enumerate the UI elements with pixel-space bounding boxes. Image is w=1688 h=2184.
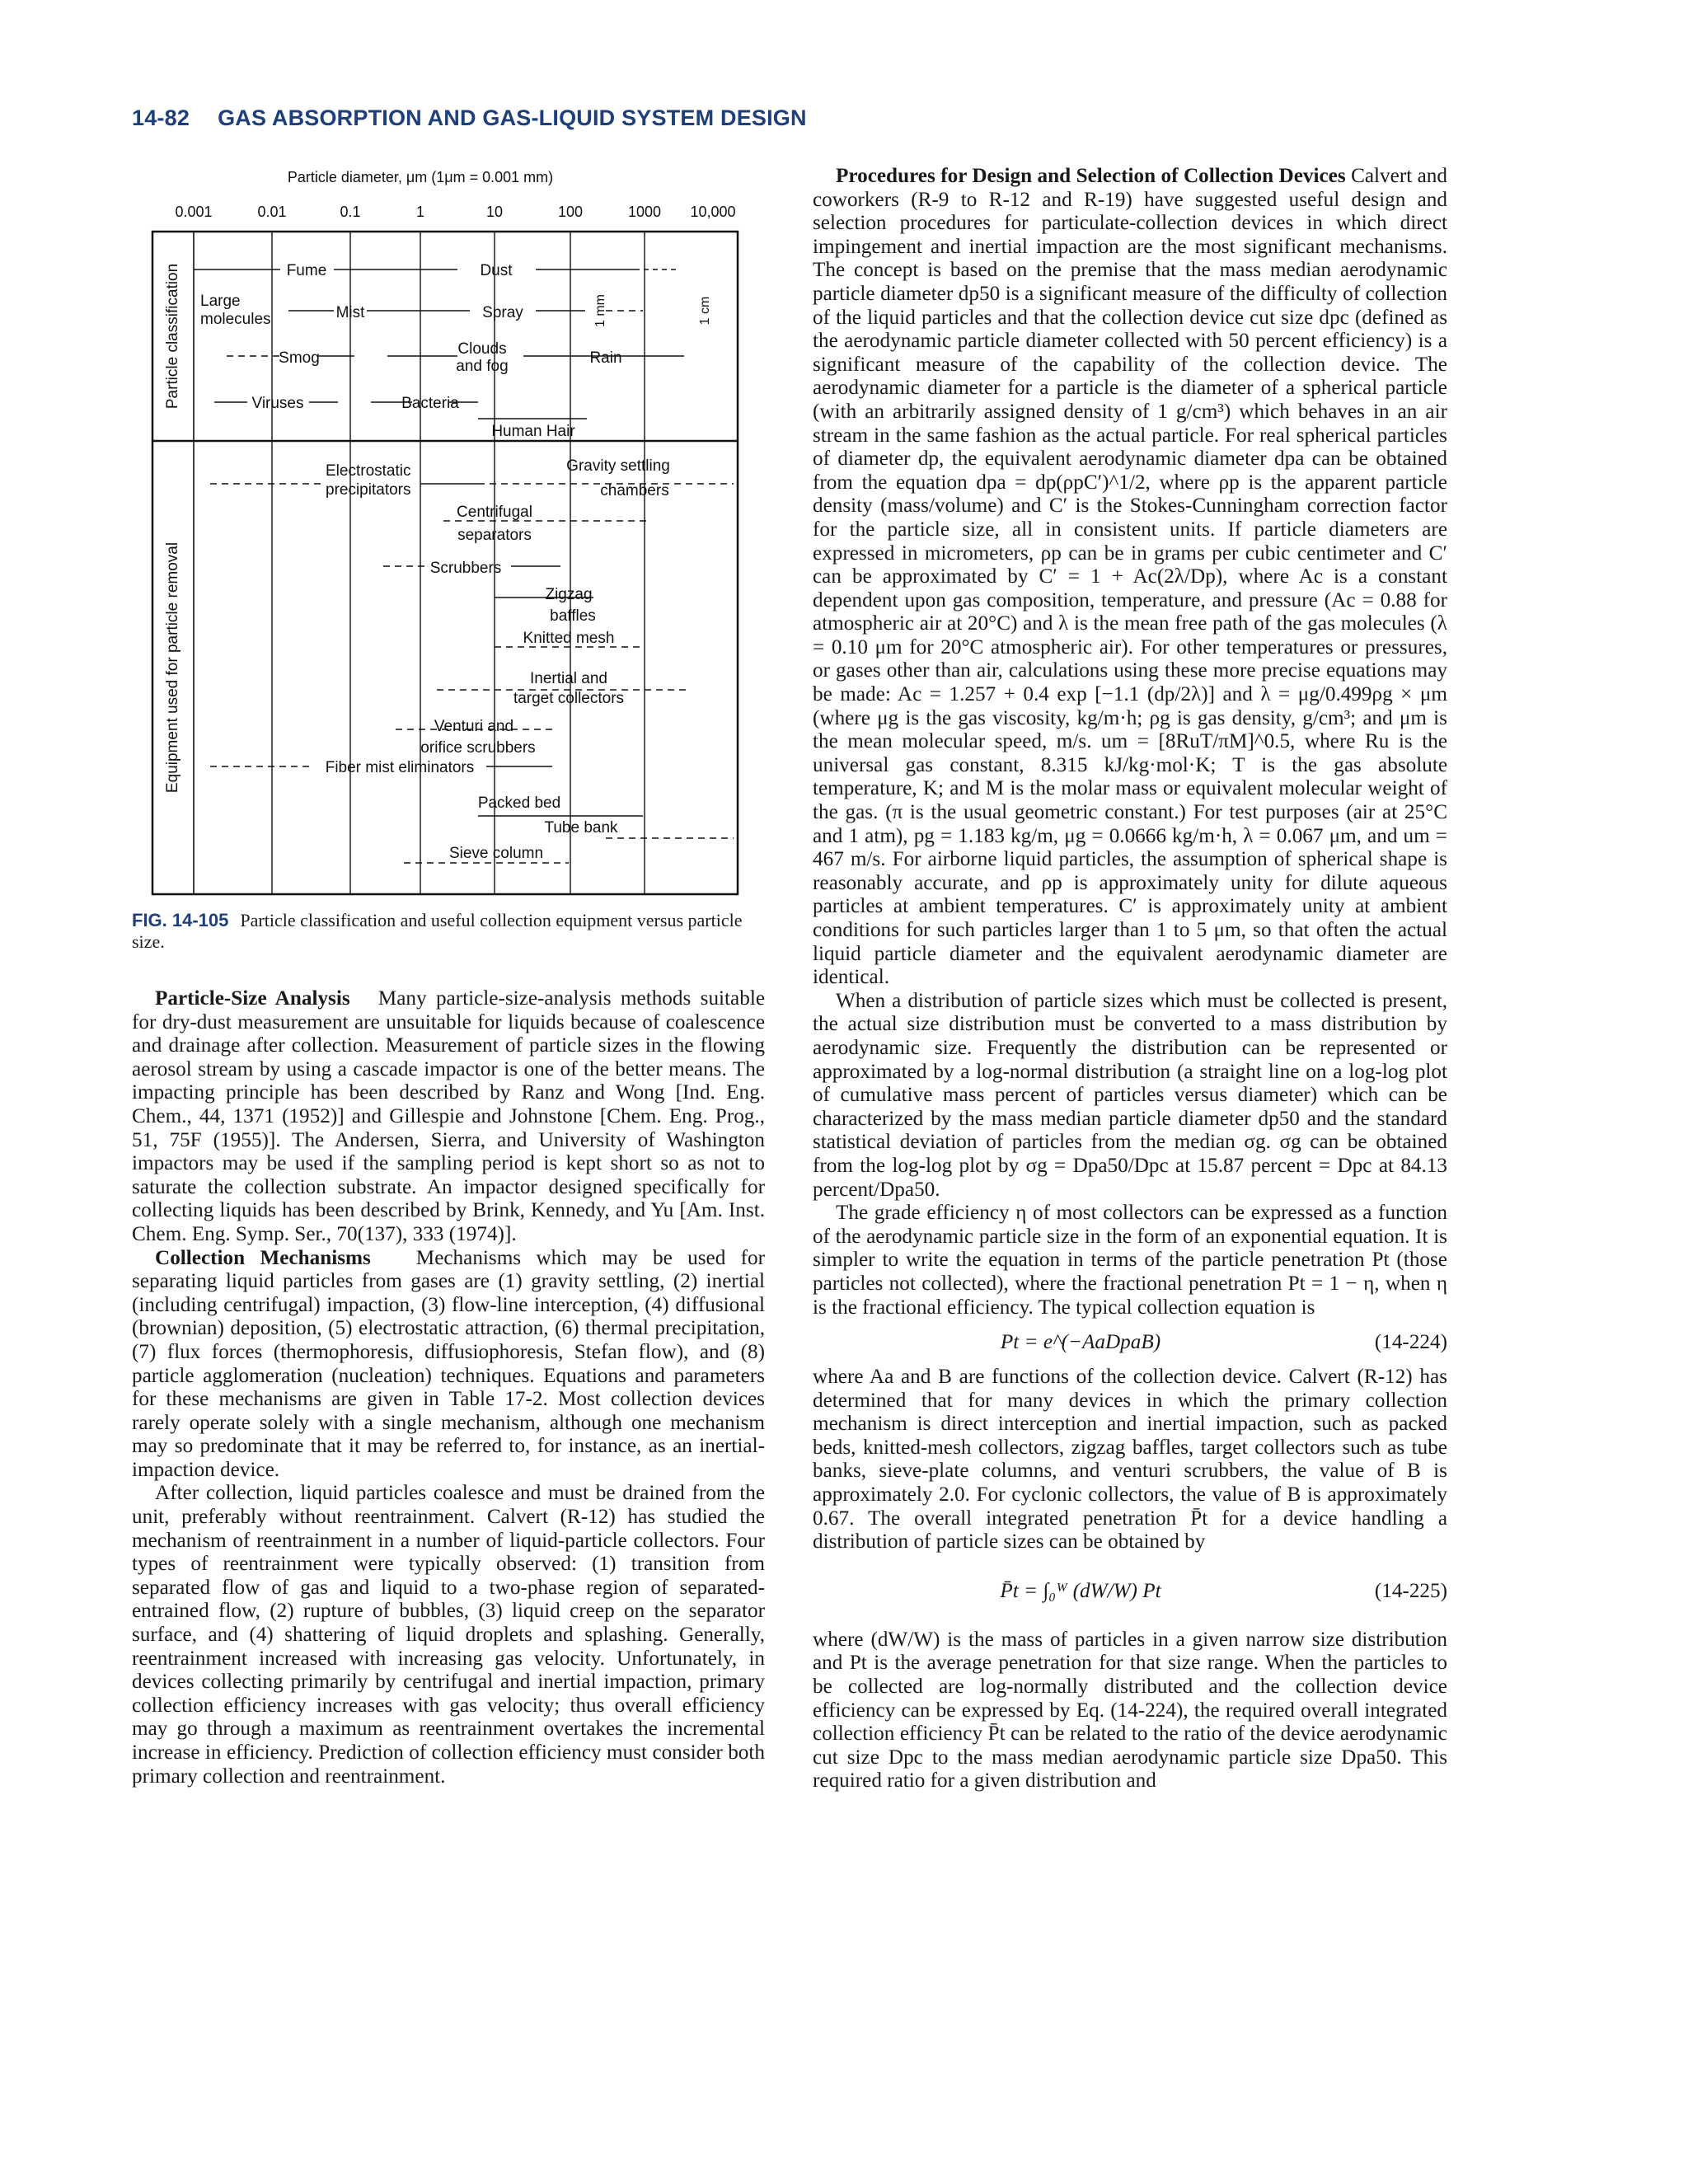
bacteria-label: Bacteria <box>401 395 459 412</box>
large-molecules-label: molecules <box>200 311 271 328</box>
figure-number: FIG. 14-105 <box>132 910 229 930</box>
particle-classification-label: Particle classification <box>164 263 181 410</box>
tick-label: 10 <box>485 204 504 220</box>
page-header <box>132 105 807 131</box>
equipment-removal-label: Equipment used for particle removal <box>164 541 181 794</box>
spray-label: Spray <box>482 304 523 321</box>
equipment-labels <box>326 457 670 862</box>
left-column <box>132 987 765 1788</box>
packed-bed-label: Packed bed <box>477 794 561 812</box>
zigzag-label: baffles <box>550 607 596 625</box>
paragraph-heading: Collection Mechanisms <box>155 1246 371 1269</box>
smog-label: Smog <box>279 349 320 367</box>
tick-label: 0.1 <box>340 204 361 220</box>
viruses-label: Viruses <box>251 395 304 412</box>
tick-label: 0.001 <box>175 204 213 220</box>
tick-label: 100 <box>557 204 584 220</box>
paragraph <box>813 165 1447 990</box>
equation-14-224 <box>813 1319 1447 1366</box>
right-column <box>813 165 1447 1793</box>
equation-14-225 <box>813 1554 1447 1629</box>
particle-class-labels <box>200 262 712 440</box>
paragraph-body: Mechanisms which may be used for separating liquid particles from gases are (1) gravity settling, (2) inertial (including centrifugal) impaction, (3) flow-line interception, (4) diffusional (brownian) deposition, (5) electrostatic attraction, (6) thermal precipitation, (7) flux forces (thermophoresis, diffusiophoresis, Stefan flow), and (8) particle agglomeration (nucleation) techniques. Equations and parameters for these mechanisms are given in Table 17-2. Most collection devices rarely operate solely with a single mechanism, although one mechanism may so predominate that it may be referred to, for instance, as an inertial-impaction device. <box>132 1246 766 1481</box>
equation-number: (14-224) <box>1374 1330 1447 1353</box>
paragraph-body: Many particle-size-analysis methods suitable for dry-dust measurement are unsuitable for liquids because of coalescence and drainage after collection. Measurement of particle sizes in the flowing aerosol stream by using a cascade impactor is one of the better means. The impacting principle has been described by Ranz and Wong [Ind. Eng. Chem., 44, 1371 (1952)] and Gillespie and Johnstone [Chem. Eng. Prog., 51, 75F (1955)]. The Andersen, Sierra, and University of Washington impactors may be used if the sampling period is kept short so as not to saturate the collection substrate. An impactor designed specifically for collecting liquids has been described by Brink, Kennedy, and Yu [Am. Inst. Chem. Eng. Symp. Ser., 70(137), 333 (1974)]. <box>132 987 765 1245</box>
inertial-target-label: Inertial and <box>529 670 608 687</box>
figure-caption-text: Particle classification and useful collection equipment versus particle size. <box>132 910 743 952</box>
centrifugal-label: Centrifugal <box>457 504 532 521</box>
inertial-target-label: target collectors <box>513 690 625 707</box>
equation-expression: P̄t = ∫₀ᵂ (dW/W) Pt <box>1000 1579 1161 1602</box>
clouds-label: Clouds <box>457 340 507 358</box>
section-title: GAS ABSORPTION AND GAS-LIQUID SYSTEM DESIGN <box>218 105 807 130</box>
particle-size-figure <box>132 169 758 898</box>
large-molecules-label: Large <box>200 293 241 310</box>
paragraph <box>132 1247 765 1483</box>
paragraph: When a distribution of particle sizes which must be collected is present, the actual size distribution must be converted to a mass distribution by aerodynamic size. Frequently the distribution can be represented or approximated by a log-normal distribution (a straight line on a log-log plot of cumulative mass percent of particles versus diameter) which can be characterized by the mass median particle diameter dp50 and the standard statistical deviation of particles from the median σg. σg can be obtained from the log-log plot by σg = Dpa50/Dpc at 15.87 percent = Dpc at 84.13 percent/Dpa50. <box>813 989 1447 1201</box>
rain-label: Rain <box>589 349 622 367</box>
fume-label: Fume <box>286 262 327 279</box>
paragraph: where Aa and B are functions of the collection device. Calvert (R-12) has determined that for many devices in which the primary collection mechanism is direct interception and inertial impaction, such as packed beds, knitted-mesh collectors, zigzag baffles, target collectors such as tube banks, sieve-plate columns, and venturi scrubbers, the value of B is approximately 2.0. For cyclonic collectors, the value of B is approximately 0.67. The overall integrated penetration P̄t for a device handling a distribution of particle sizes can be obtained by <box>813 1366 1447 1554</box>
dust-label: Dust <box>480 262 513 279</box>
figure-caption <box>132 910 765 953</box>
tick-label: 0.01 <box>257 204 287 220</box>
venturi-label: Venturi and <box>434 718 514 735</box>
fog-label: and fog <box>456 358 509 375</box>
gravity-settling-label: chambers <box>600 482 669 499</box>
mist-label: Mist <box>335 304 365 321</box>
figure-top-title: Particle diameter, μm (1μm = 0.001 mm) <box>287 169 554 185</box>
tick-label: 1000 <box>627 204 662 220</box>
mm-label: 1 mm <box>593 294 607 327</box>
paragraph-heading: Particle-Size Analysis <box>155 987 350 1010</box>
scrubbers-label: Scrubbers <box>429 560 502 577</box>
page-number: 14-82 <box>132 105 190 130</box>
gravity-settling-label: Gravity settling <box>566 457 670 475</box>
venturi-label: orifice scrubbers <box>420 739 536 757</box>
equation-expression: Pt = e^(−AaDpaB) <box>1000 1330 1161 1353</box>
sieve-column-label: Sieve column <box>448 845 544 862</box>
paragraph <box>132 987 765 1247</box>
tick-label: 1 <box>415 204 425 220</box>
centrifugal-label: separators <box>457 527 532 544</box>
equation-number: (14-225) <box>1374 1579 1447 1602</box>
paragraph: The grade efficiency η of most collectors can be expressed as a function of the aerodynamic particle size in the form of an exponential equation. It is simpler to write the equation in terms of the particle penetration Pt (those particles not collected), where the fractional penetration Pt = 1 − η, when η is the fractional efficiency. The typical collection equation is <box>813 1202 1447 1319</box>
electrostatic-label: Electrostatic <box>326 462 411 480</box>
electrostatic-label: precipitators <box>326 481 411 499</box>
fiber-mist-label: Fiber mist eliminators <box>325 759 475 776</box>
paragraph: where (dW/W) is the mass of particles in a given narrow size distribution and Pt is the average penetration for that size range. When the particles to be collected are log-normally distributed and the collection device efficiency can be expressed by Eq. (14-224), the required overall integrated collection efficiency P̄t can be related to the ratio of the device aerodynamic cut size Dpc to the mass median aerodynamic particle size Dpa50. This required ratio for a given distribution and <box>813 1628 1447 1793</box>
tube-bank-label: Tube bank <box>544 819 618 837</box>
paragraph-heading: Procedures for Design and Selection of Collection Devices <box>836 165 1346 187</box>
cm-label: 1 cm <box>698 296 712 326</box>
tick-label: 10,000 <box>690 204 736 220</box>
paragraph-body: Calvert and coworkers (R-9 to R-12 and R-19) have suggested useful design and selection procedures for particulate-collection devices in which direct impingement and inertial impaction are the most significant mechanisms. The concept is based on the premise that the mass median aerodynamic particle diameter dp50 is a significant measure of the difficulty of collection of the liquid particles and that the collection device cut size dpc (defined as the aerodynamic particle diameter collected with 50 percent efficiency) is a significant measure of the capability of the collection device. The aerodynamic diameter for a particle is the diameter of a spherical particle (with an arbitrarily assigned density of 1 g/cm³) which behaves in an air stream in the same fashion as the actual particle. For real spherical particles of diameter dp, the equivalent aerodynamic diameter dpa can be obtained from the equation dpa = dp(ρpC′)^1/2, where ρp is the apparent particle density (mass/volume) and C′ is the Stokes-Cunningham correction factor for the particle size, all in consistent units. If particle diameters are expressed in micrometers, ρp can be in grams per cubic centimeter and C′ can be approximated by C′ = 1 + Ac(2λ/Dp), where Ac is a constant dependent upon gas composition, temperature, and pressure (Ac = 0.88 for atmospheric air at 20°C) and λ is the mean free path of the gas molecules (λ = 0.10 μm for 20°C atmospheric air). For other temperatures or pressures, or gases other than air, calculations using these more precise equations may be made: Ac = 1.257 + 0.4 exp [−1.1 (dp/2λ)] and λ = μg/0.499ρg × μm (where μg is the gas viscosity, kg/m·h; ρg is gas density, g/cm³; and μm is the mean molecular speed, m/s. um = [8RuT/πM]^0.5, where Ru is the universal gas constant, 8.315 kJ/kg·mol·K; T is the gas absolute temperature, K; and M is the molar mass or equivalent molecular weight of the gas. (π is the usual geometric constant.) For test purposes (air at 25°C and 1 atm), pg = 1.183 kg/m, μg = 0.0666 kg/m·h, λ = 0.067 μm, and um = 467 m/s. For airborne liquid particles, the assumption of spherical shape is reasonably accurate, and ρp is approximately unity for dilute aqueous particles at ambient temperatures. C′ is approximately unity at ambient conditions for such particles larger than 1 to 5 μm, so that often the actual liquid particle diameter and the equivalent aerodynamic diameter are identical. <box>813 165 1447 989</box>
scale-ticks <box>175 204 735 220</box>
zigzag-label: Zigzag <box>545 586 593 603</box>
human-hair-label: Human Hair <box>491 423 575 440</box>
knitted-mesh-label: Knitted mesh <box>523 630 615 647</box>
paragraph: After collection, liquid particles coalesce and must be drained from the unit, preferably without reentrainment. Calvert (R-12) has studied the mechanism of reentrainment in a number of liquid-particle collectors. Four types of reentrainment were typically observed: (1) transition from separated flow of gas and liquid to a two-phase region of separated-entrained flow, (2) rupture of bubbles, (3) liquid creep on the separator surface, and (4) shattering of liquid droplets and splashing. Generally, reentrainment increased with increasing gas velocity. Unfortunately, in devices collecting primarily by centrifugal and inertial impaction, primary collection efficiency increases with gas velocity; thus overall efficiency may go through a maximum as reentrainment overtakes the incremental increase in efficiency. Prediction of collection efficiency must consider both primary collection and reentrainment. <box>132 1482 765 1788</box>
